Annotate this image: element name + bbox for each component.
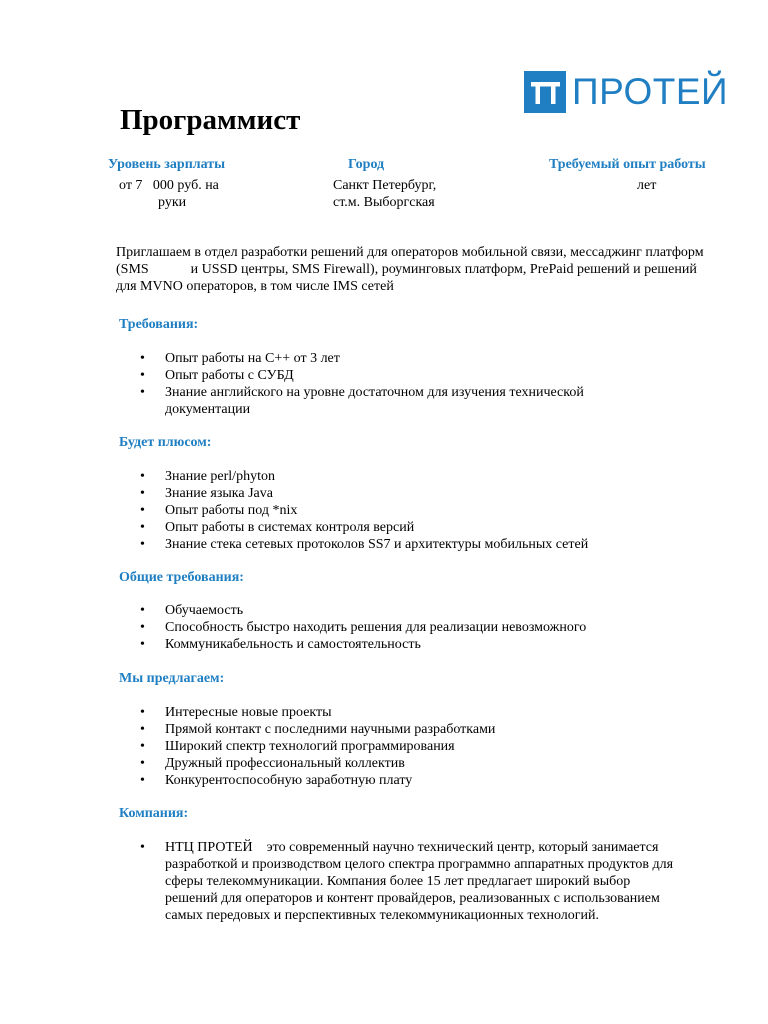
list-item: • Опыт работы на С++ от 3 лет bbox=[140, 350, 660, 367]
salary-value-line2: руки bbox=[158, 195, 187, 210]
list-item: • Дружный профессиональный коллектив bbox=[140, 755, 700, 772]
salary-value-line1: от 7 000 руб. на bbox=[119, 178, 219, 193]
company-list bbox=[140, 839, 685, 924]
list-item: • Способность быстро находить решения для реализации невозможного bbox=[140, 619, 700, 636]
list-item: • Знание perl/phyton bbox=[140, 468, 700, 485]
plus-list bbox=[140, 468, 700, 553]
page-title: Программист bbox=[120, 104, 301, 136]
list-item: • Знание английского на уровне достаточном для изучения технической документации bbox=[140, 384, 660, 418]
requirements-list bbox=[140, 350, 660, 418]
list-item: • Знание языка Java bbox=[140, 485, 700, 502]
salary-header: Уровень зарплаты bbox=[108, 157, 226, 172]
city-value-line2: ст.м. Выборгская bbox=[333, 195, 435, 210]
offer-title: Мы предлагаем: bbox=[119, 671, 225, 686]
list-item: • Коммуникабельность и самостоятельность bbox=[140, 636, 700, 653]
plus-title: Будет плюсом: bbox=[119, 435, 212, 450]
general-title: Общие требования: bbox=[119, 570, 244, 585]
city-value-line1: Санкт Петербург, bbox=[333, 178, 437, 193]
offer-list bbox=[140, 704, 700, 789]
list-item: • Опыт работы с СУБД bbox=[140, 367, 660, 384]
list-item: • Знание стека сетевых протоколов SS7 и архитектуры мобильных сетей bbox=[140, 536, 700, 553]
list-item: • Широкий спектр технологий программирования bbox=[140, 738, 700, 755]
experience-value: лет bbox=[637, 178, 657, 193]
general-list bbox=[140, 602, 700, 653]
list-item: • НТЦ ПРОТЕЙ это современный научно технический центр, который занимается разработкой и производством целого спектра программно аппаратных продуктов для сферы телекоммуникации. Компания более 15 лет предлагает широкий выбор решений для операторов и контент провайдеров, реализованных с использованием самых передовых и перспективных телекоммуникационных технологий. bbox=[140, 839, 685, 924]
list-item: • Конкурентоспособную заработную плату bbox=[140, 772, 700, 789]
logo-text: ПРОТЕЙ bbox=[572, 71, 729, 112]
list-item: • Прямой контакт с последними научными разработками bbox=[140, 721, 700, 738]
list-item: • Опыт работы в системах контроля версий bbox=[140, 519, 700, 536]
company-logo bbox=[524, 70, 728, 114]
company-title: Компания: bbox=[119, 806, 189, 821]
requirements-title: Требования: bbox=[119, 317, 199, 332]
city-header: Город bbox=[348, 157, 385, 172]
list-item: • Обучаемость bbox=[140, 602, 700, 619]
experience-header: Требуемый опыт работы bbox=[549, 157, 706, 172]
pi-symbol-icon bbox=[524, 71, 566, 113]
pi-logo-icon bbox=[524, 71, 566, 113]
intro-paragraph: Приглашаем в отдел разработки решений для операторов мобильной связи, мессаджинг платформ (SMS и USSD центры, SMS Firewall), роуминговых платформ, PrePaid решений и решений для MVNO операторов, в том числе IMS сетей bbox=[116, 245, 708, 294]
list-item: • Опыт работы под *nix bbox=[140, 502, 700, 519]
list-item: • Интересные новые проекты bbox=[140, 704, 700, 721]
